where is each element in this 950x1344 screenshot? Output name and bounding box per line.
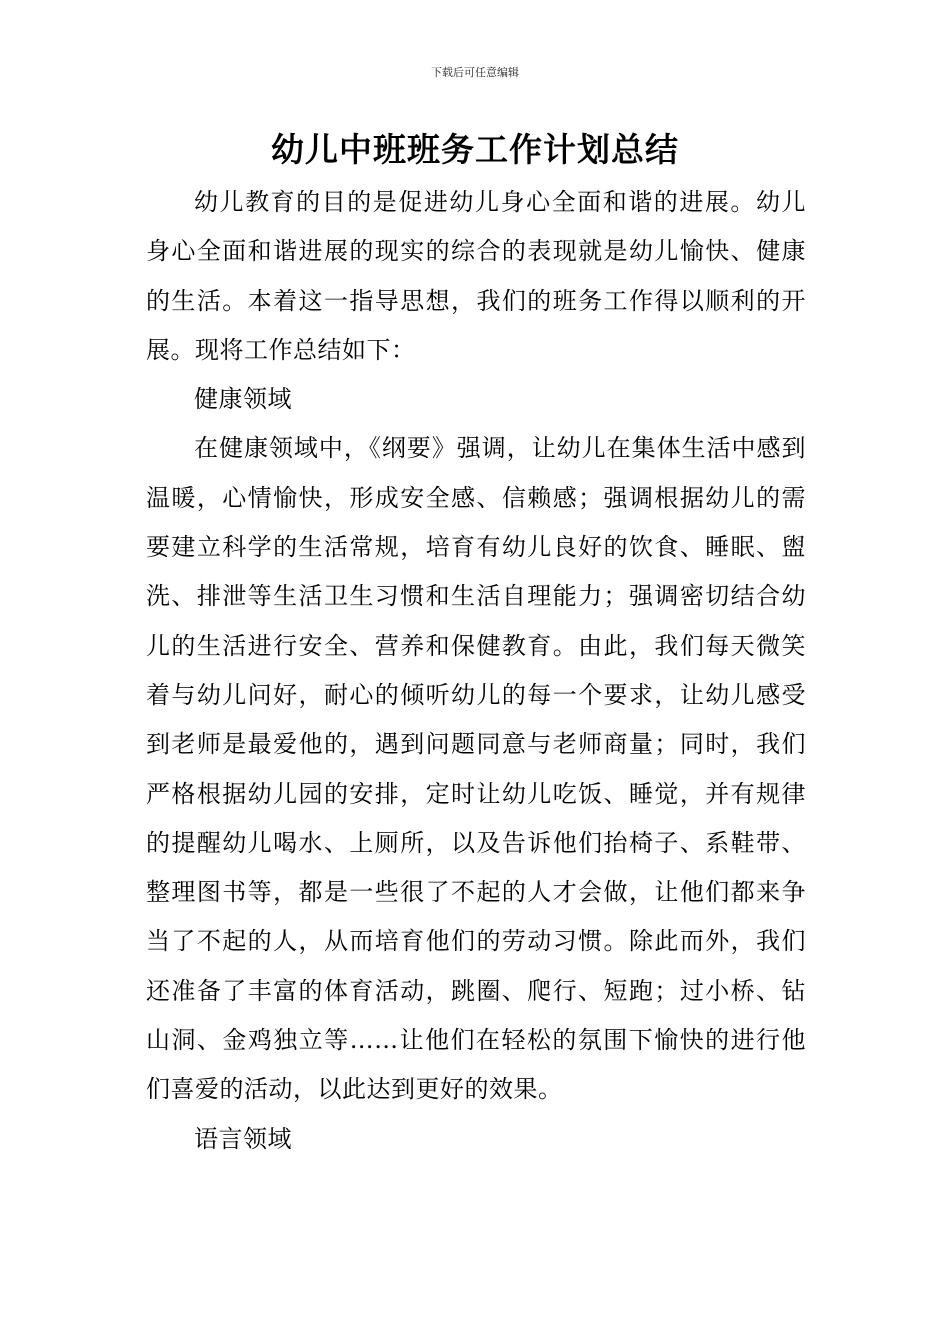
- document-body: [146, 178, 806, 1164]
- header-note: 下载后可任意编辑: [431, 66, 519, 79]
- health-paragraph: 在健康领域中，《纲要》强调，让幼儿在集体生活中感到温暖，心情愉快，形成安全感、信赖感；强调根据幼儿的需要建立科学的生活常规，培育有幼儿良好的饮食、睡眠、盥洗、排泄等生活卫生习惯和生活自理能力；强调密切结合幼儿的生活进行安全、营养和保健教育。由此，我们每天微笑着与幼儿问好，耐心的倾听幼儿的每一个要求，让幼儿感受到老师是最爱他的，遇到问题同意与老师商量；同时，我们严格根据幼儿园的安排，定时让幼儿吃饭、睡觉，并有规律的提醒幼儿喝水、上厕所，以及告诉他们抬椅子、系鞋带、整理图书等，都是一些很了不起的人才会做，让他们都来争当了不起的人，从而培育他们的劳动习惯。除此而外，我们还准备了丰富的体育活动，跳圈、爬行、短跑；过小桥、钻山洞、金鸡独立等……让他们在轻松的氛围下愉快的进行他们喜爱的活动，以此达到更好的效果。: [146, 434, 806, 1104]
- document-title: 幼儿中班班务工作计划总结: [271, 130, 679, 169]
- section-heading-language: 语言领域: [194, 1124, 292, 1153]
- section-heading-health: 健康领域: [194, 385, 292, 414]
- intro-paragraph: 幼儿教育的目的是促进幼儿身心全面和谐的进展。幼儿身心全面和谐进展的现实的综合的表现就是幼儿愉快、健康的生活。本着这一指导思想，我们的班务工作得以顺利的开展。现将工作总结如下：: [146, 188, 806, 364]
